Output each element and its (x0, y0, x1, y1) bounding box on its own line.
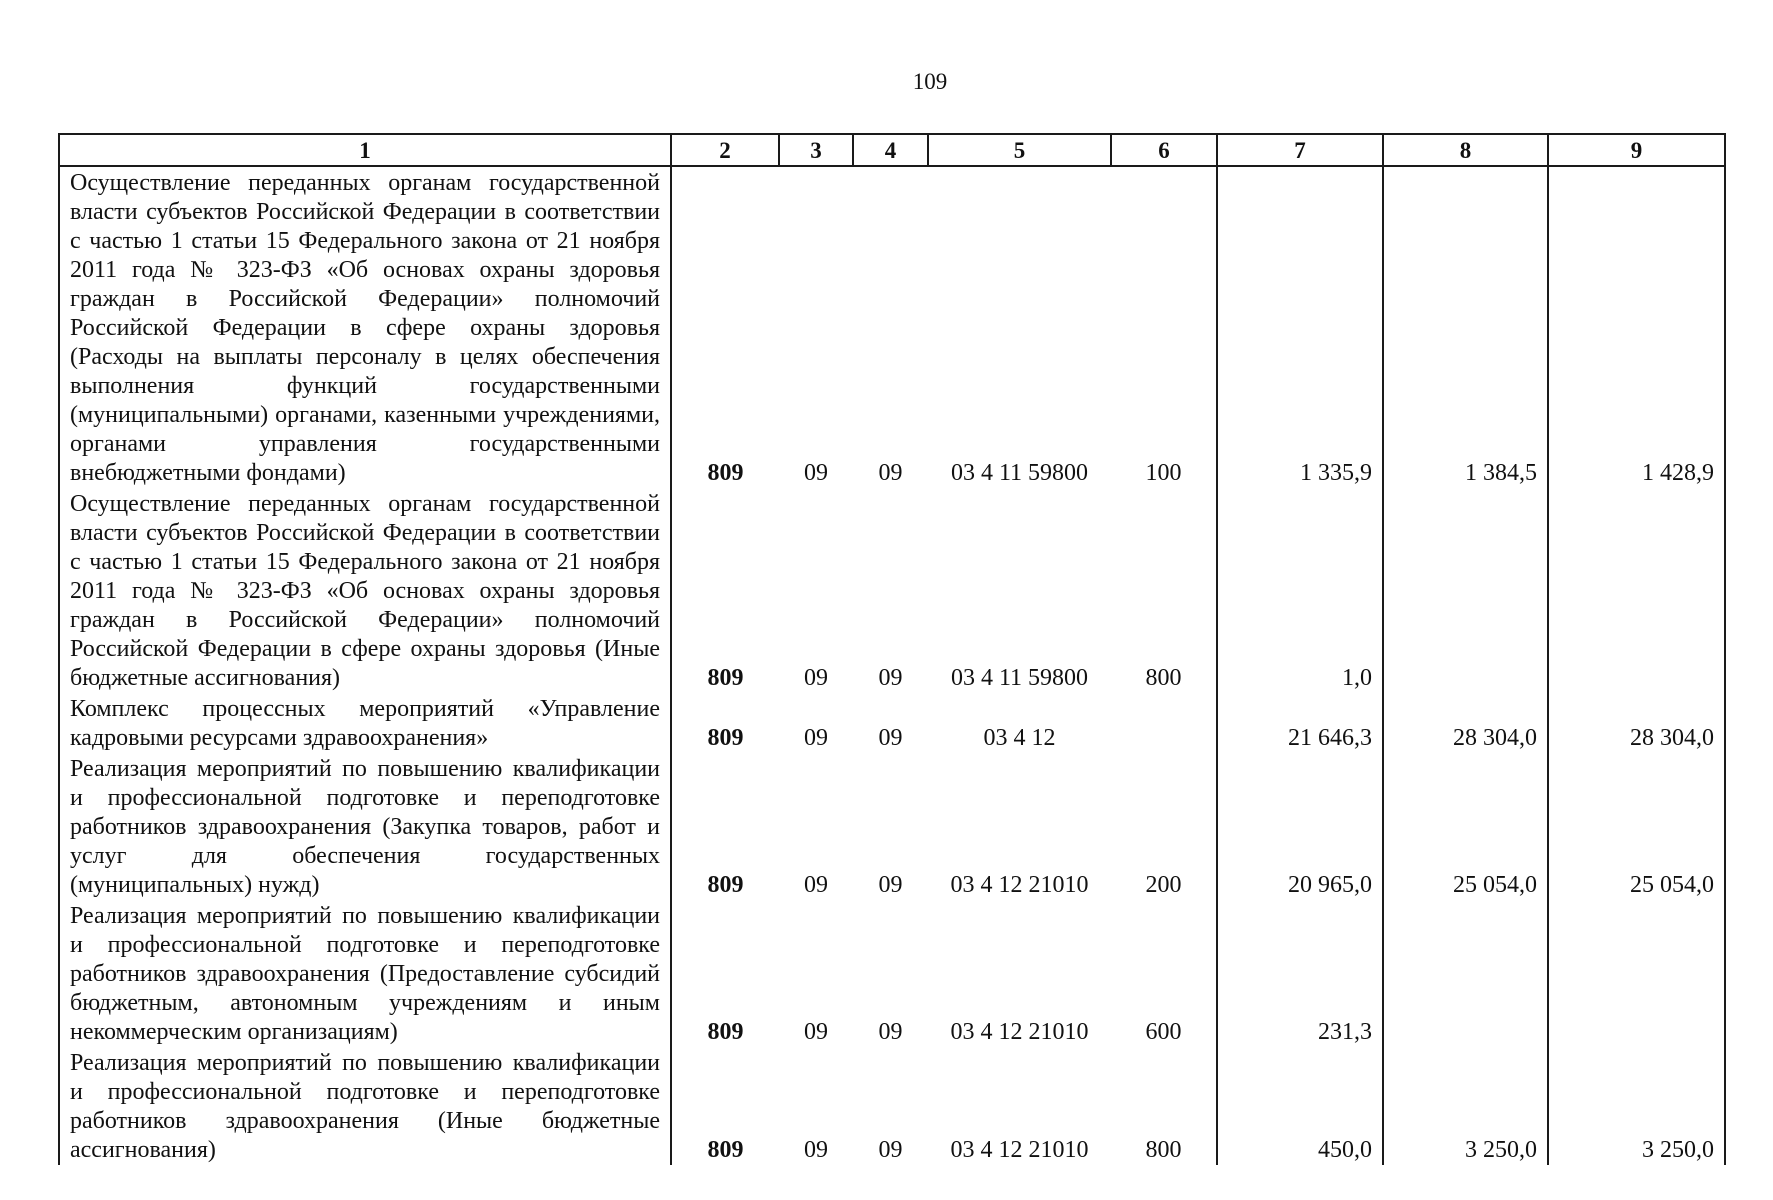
table-row (59, 693, 1725, 753)
row-description: Реализация мероприятий по повышению квалификации и профессиональной подготовке и переподготовке работников здравоохранения (Закупка товаров, работ и услуг для обеспечения государственных (муниципальных) нужд) (59, 753, 671, 900)
cell-amount-year-1: 450,0 (1217, 1047, 1383, 1165)
cell-subsection: 09 (878, 725, 903, 751)
header-col-3: 3 (779, 134, 853, 166)
row-description: Комплекс процессных мероприятий «Управление кадровыми ресурсами здравоохранения» (59, 693, 671, 753)
cell-subsection: 09 (878, 460, 903, 486)
row-description: Реализация мероприятий по повышению квалификации и профессиональной подготовке и переподготовке работников здравоохранения (Иные бюджетные ассигнования) (59, 1047, 671, 1165)
cell-target-article: 03 4 12 (983, 725, 1056, 751)
cell-expense-type: 100 (1111, 166, 1217, 488)
cell-expense-type (1111, 693, 1217, 753)
cell-target-article: 03 4 12 21010 (950, 1137, 1089, 1163)
cell-amount-year-2: 1 384,5 (1383, 166, 1548, 488)
header-col-6: 6 (1111, 134, 1217, 166)
table-row (59, 900, 1725, 1047)
cell-subsection: 09 (878, 872, 903, 898)
cell-amount-year-2: 28 304,0 (1383, 693, 1548, 753)
cell-target-article: 03 4 12 21010 (950, 872, 1089, 898)
cell-target-article: 03 4 11 59800 (950, 665, 1089, 691)
cell-ministry-code: 809 (671, 693, 779, 753)
row-description: Осуществление переданных органам государственной власти субъектов Российской Федерации в соответствии с частью 1 статьи 15 Федерального закона от 21 ноября 2011 года № 323-ФЗ «Об основах охраны здоровья граждан в Российской Федерации» полномочий Российской Федерации в сфере охраны здоровья (Иные бюджетные ассигнования) (59, 488, 671, 693)
cell-ministry-code: 809 (671, 753, 779, 900)
cell-amount-year-2 (1383, 488, 1548, 693)
cell-amount-year-2: 3 250,0 (1383, 1047, 1548, 1165)
budget-table (58, 133, 1726, 1165)
cell-amount-year-3: 25 054,0 (1548, 753, 1725, 900)
cell-ministry-code: 809 (671, 900, 779, 1047)
cell-section: 09 (804, 665, 828, 691)
cell-section: 09 (804, 460, 828, 486)
header-row (59, 134, 1725, 166)
header-col-1: 1 (59, 134, 671, 166)
row-description: Осуществление переданных органам государственной власти субъектов Российской Федерации в соответствии с частью 1 статьи 15 Федерального закона от 21 ноября 2011 года № 323-ФЗ «Об основах охраны здоровья граждан в Российской Федерации» полномочий Российской Федерации в сфере охраны здоровья (Расходы на выплаты персоналу в целях обеспечения выполнения функций государственными (муниципальными) органами, казенными учреждениями, органами управления государственными внебюджетными фондами) (59, 166, 671, 488)
cell-ministry-code: 809 (671, 1047, 779, 1165)
cell-section: 09 (804, 725, 828, 751)
header-col-5: 5 (928, 134, 1111, 166)
cell-amount-year-2: 25 054,0 (1383, 753, 1548, 900)
cell-amount-year-1: 1,0 (1217, 488, 1383, 693)
cell-amount-year-1: 21 646,3 (1217, 693, 1383, 753)
header-col-9: 9 (1548, 134, 1725, 166)
table-row (59, 753, 1725, 900)
cell-section: 09 (804, 1137, 828, 1163)
cell-expense-type: 200 (1111, 753, 1217, 900)
cell-amount-year-3: 1 428,9 (1548, 166, 1725, 488)
cell-target-article: 03 4 11 59800 (950, 460, 1089, 486)
cell-ministry-code: 809 (671, 488, 779, 693)
cell-amount-year-3: 28 304,0 (1548, 693, 1725, 753)
cell-amount-year-1: 1 335,9 (1217, 166, 1383, 488)
cell-section: 09 (804, 1019, 828, 1045)
cell-amount-year-3: 3 250,0 (1548, 1047, 1725, 1165)
header-col-4: 4 (853, 134, 928, 166)
row-description: Реализация мероприятий по повышению квалификации и профессиональной подготовке и переподготовке работников здравоохранения (Предоставление субсидий бюджетным, автономным учреждениям и иным некоммерческим организациям) (59, 900, 671, 1047)
cell-subsection: 09 (878, 1137, 903, 1163)
header-col-8: 8 (1383, 134, 1548, 166)
table-row (59, 1047, 1725, 1165)
cell-amount-year-2 (1383, 900, 1548, 1047)
cell-subsection: 09 (878, 665, 903, 691)
cell-expense-type: 600 (1111, 900, 1217, 1047)
cell-expense-type: 800 (1111, 488, 1217, 693)
cell-amount-year-1: 231,3 (1217, 900, 1383, 1047)
cell-section: 09 (804, 872, 828, 898)
header-col-2: 2 (671, 134, 779, 166)
cell-amount-year-3 (1548, 900, 1725, 1047)
page-number: 109 (912, 69, 948, 94)
cell-expense-type: 800 (1111, 1047, 1217, 1165)
cell-subsection: 09 (878, 1019, 903, 1045)
header-col-7: 7 (1217, 134, 1383, 166)
cell-ministry-code: 809 (671, 166, 779, 488)
cell-amount-year-1: 20 965,0 (1217, 753, 1383, 900)
table-row (59, 166, 1725, 488)
cell-target-article: 03 4 12 21010 (950, 1019, 1089, 1045)
cell-amount-year-3 (1548, 488, 1725, 693)
table-row (59, 488, 1725, 693)
